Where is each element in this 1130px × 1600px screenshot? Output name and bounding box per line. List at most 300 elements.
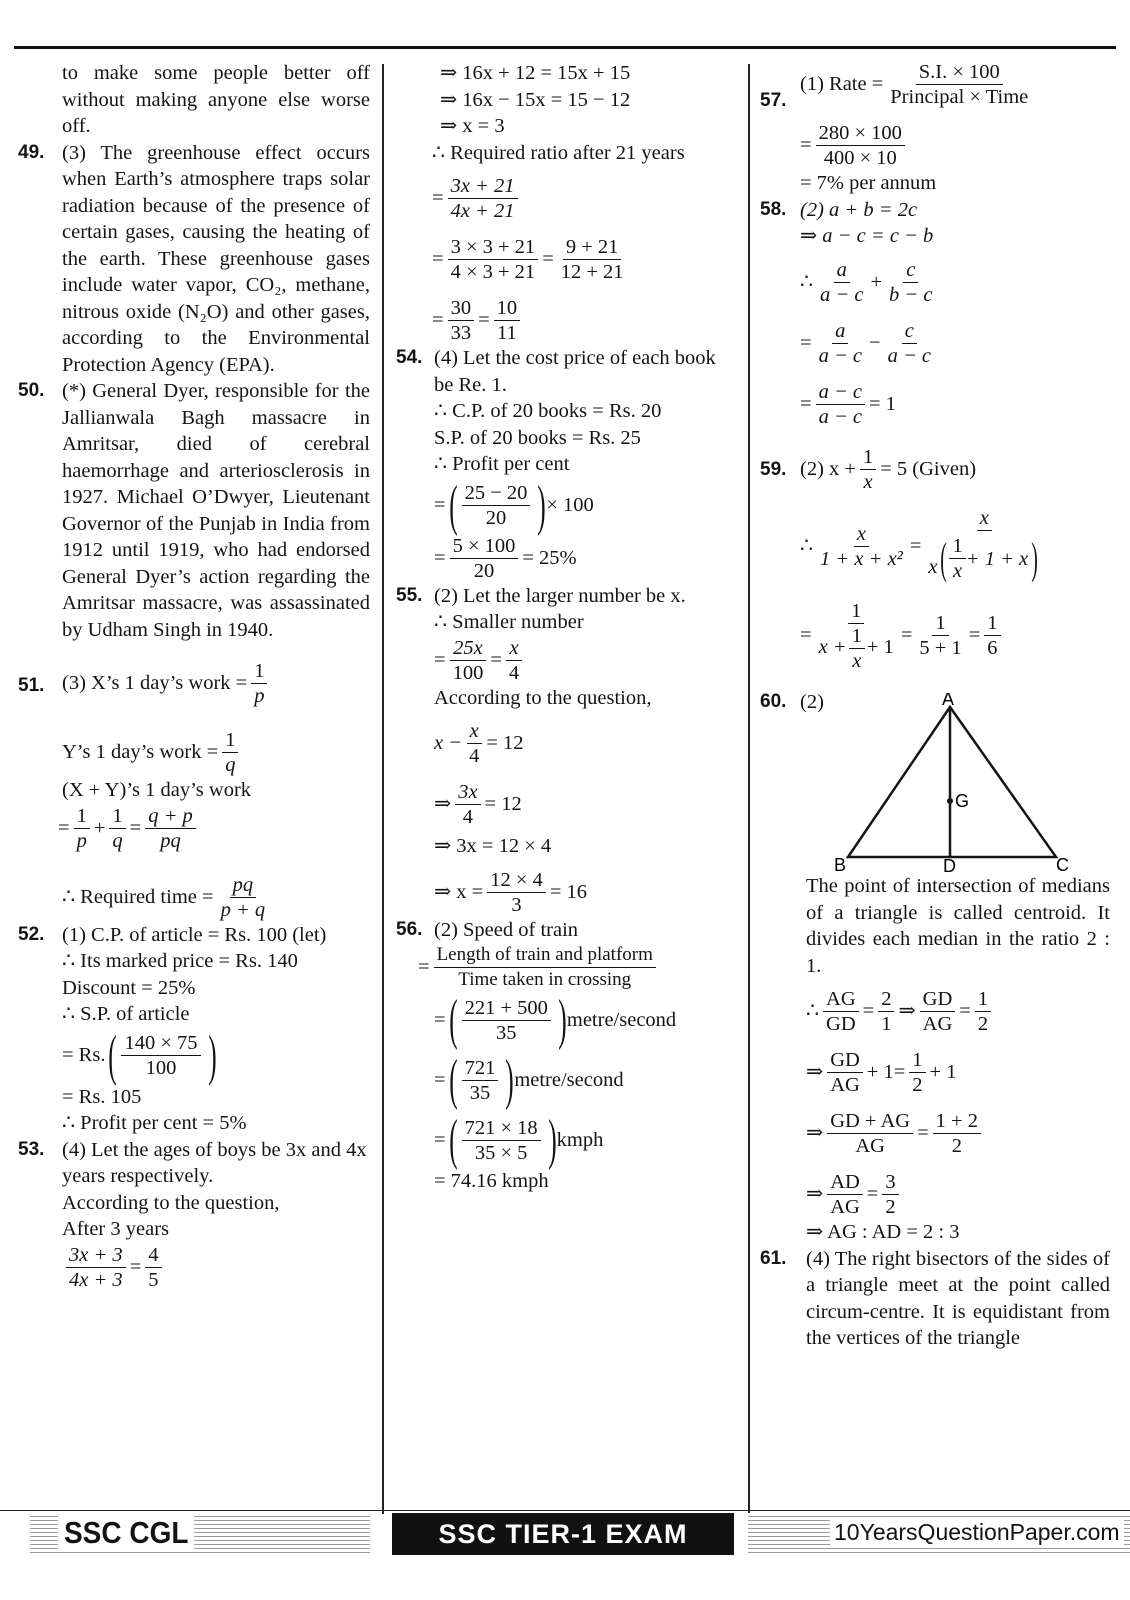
numerator: 1 [984, 611, 1000, 636]
numerator: 1 [848, 599, 864, 624]
eq-row [432, 235, 738, 284]
numerator: 1 [860, 445, 876, 470]
fraction [933, 1109, 981, 1158]
eq-row [800, 506, 1110, 587]
text: (4) Let the cost price of each book be Re. 1. [434, 347, 716, 396]
text: According to the question, [434, 686, 652, 709]
text: = [432, 309, 444, 332]
denominator: 100 [452, 661, 484, 684]
vertex-b-label: B [834, 855, 847, 873]
denominator: 20 [485, 507, 507, 529]
eq-row [800, 319, 1110, 368]
denominator: x [852, 649, 862, 672]
denominator: 4x + 3 [69, 1268, 123, 1291]
eq-row [434, 989, 738, 1051]
numerator: 721 × 18 [462, 1116, 541, 1141]
answer-54 [396, 345, 738, 583]
text: = Rs. 105 [62, 1085, 142, 1108]
eq-row [800, 121, 1110, 170]
denominator: x ( $\frac{1}{x}$ + 1 + x ) [928, 533, 1039, 583]
denominator: q [225, 754, 236, 776]
parenthesized: ( $\frac{721}{35}$ ) [448, 1049, 515, 1111]
text: = [58, 816, 70, 839]
numerator: AD [827, 1170, 863, 1195]
answer-text: (3) The greenhouse effect occurs when Earth’s atmosphere traps solar radiation because of the presence of certain gases, causing the heating of the earth. These greenhouse gases include water vapor, CO₂, methane, nitrous oxide (N₂O) and other gases, according to the Environmental Protection Agency (EPA). [62, 141, 370, 376]
text: = [968, 624, 981, 647]
denominator: p + q [220, 898, 266, 921]
denominator: a − c [818, 405, 862, 428]
question-number: 49. [18, 141, 45, 163]
answer-53 [18, 1137, 370, 1292]
eq-row [800, 60, 1110, 109]
text: ∴ Its marked price = Rs. 140 [62, 950, 298, 972]
text: = 16 [549, 880, 587, 903]
text: = [800, 331, 812, 354]
fraction [827, 1170, 863, 1219]
exam-name: SSC CGL [58, 1515, 194, 1550]
footer-center: SSC TIER-1 EXAM [392, 1513, 734, 1555]
numerator: 3 [882, 1170, 898, 1195]
fraction [466, 719, 482, 768]
numerator: 1 [109, 804, 125, 829]
numerator: 10 [494, 296, 521, 321]
question-number: 54. [396, 347, 423, 368]
text: = 74.16 kmph [434, 1170, 549, 1192]
answer-50 [18, 378, 370, 643]
answer-60 [760, 689, 1110, 874]
fraction [66, 1243, 126, 1292]
eq-row [800, 445, 1110, 494]
text: = [129, 816, 142, 839]
column-divider [382, 64, 384, 1514]
column-middle [396, 60, 738, 1195]
fraction [909, 1048, 925, 1097]
fraction [450, 636, 487, 685]
denominator: GD [826, 1013, 856, 1035]
fraction [916, 611, 964, 660]
fraction [882, 1170, 898, 1219]
eq-row [432, 174, 738, 223]
text: ∴ Profit per cent = 5% [62, 1112, 247, 1134]
numerator: 3x + 21 [448, 174, 518, 199]
text: = [434, 546, 446, 569]
denominator: 5 [148, 1268, 159, 1291]
sp-calc [62, 1024, 370, 1087]
fraction [448, 296, 475, 345]
answer-57 [760, 60, 1110, 197]
text: ∴ [800, 534, 814, 557]
text: (3) X’s 1 day’s work = [62, 672, 248, 695]
numerator: 280 × 100 [816, 121, 905, 146]
text: + 1 [866, 635, 894, 658]
centroid-point [947, 798, 953, 804]
answer-52 [18, 922, 370, 1137]
text: + 1 + x [965, 547, 1029, 570]
numerator: 1 [251, 659, 267, 684]
denominator: AG [855, 1135, 885, 1157]
numerator: a [832, 319, 848, 344]
text: ⇒ [806, 1061, 824, 1084]
fraction [816, 380, 865, 429]
fraction [487, 868, 546, 917]
denominator: 35 [469, 1081, 491, 1104]
text: = [917, 1122, 929, 1145]
triangle-abc [848, 707, 1056, 857]
denominator: 4x + 21 [450, 200, 515, 222]
numerator: x [977, 506, 992, 531]
y-work [62, 728, 370, 777]
text: = [432, 187, 444, 210]
fraction [434, 943, 656, 992]
text: x [928, 555, 938, 578]
answer-61 [760, 1246, 1110, 1352]
numerator: 30 [448, 296, 475, 321]
vertex-c-label: C [1056, 855, 1069, 873]
text: kmph [556, 1128, 604, 1151]
denominator: 1 + x + x² [820, 547, 903, 570]
denominator: p [76, 829, 87, 852]
denominator: q [112, 829, 123, 852]
text: ⇒ x = 3 [440, 115, 505, 137]
fraction [827, 1048, 863, 1097]
fraction [251, 659, 267, 708]
eq-row [418, 943, 738, 992]
answer-55 [396, 583, 738, 917]
text: × 100 [546, 494, 594, 517]
numerator: 12 × 4 [487, 868, 546, 893]
numerator: 1 [222, 728, 238, 753]
eq-row [434, 868, 738, 917]
text: ⇒ x = [434, 880, 484, 903]
denominator: 6 [987, 637, 998, 659]
fraction [984, 611, 1000, 660]
text: = Rs. [62, 1044, 106, 1067]
text: = [900, 624, 913, 647]
answer-49 [18, 140, 370, 379]
text: Y’s 1 day’s work = [62, 741, 219, 764]
numerator: 4 [145, 1243, 161, 1268]
numerator: q + p [145, 804, 196, 829]
text: According to the question, [62, 1191, 280, 1214]
text: The point of intersection of medians of a triangle is called centroid. It divides each median in the ratio 2 : 1. [806, 875, 1110, 977]
numerator: GD [827, 1048, 863, 1073]
age-ratio [62, 1243, 370, 1292]
text: After 3 years [62, 1218, 170, 1240]
denominator: a − c [820, 283, 864, 306]
text: = 5 (Given) [880, 457, 977, 480]
fraction [816, 121, 905, 170]
question-number: 55. [396, 584, 423, 606]
numerator: 25x [450, 636, 486, 661]
text: + 1 [929, 1061, 957, 1084]
eq-row [806, 987, 1110, 1036]
text: = 12 [484, 793, 522, 816]
fraction [218, 873, 269, 922]
denominator: pq [160, 829, 181, 852]
question-number: 60. [760, 690, 787, 712]
numerator: x [506, 636, 521, 661]
text: S.P. of 20 books = Rs. 25 [434, 426, 641, 449]
text: = [434, 648, 446, 671]
answer-text: (4) The right bisectors of the sides of a triangle meet at the point called circum-centre. It is equidistant from the vertices of the triangle [806, 1247, 1110, 1349]
denominator: 20 [473, 559, 495, 582]
text: ⇒ 3x = 12 × 4 [434, 835, 552, 857]
text: = [434, 1128, 446, 1151]
numerator: S.I. × 100 [916, 60, 1003, 85]
denominator: x [863, 470, 873, 493]
fraction [448, 174, 518, 223]
denominator: a − c [818, 344, 862, 367]
fraction [448, 235, 539, 284]
fraction [558, 235, 627, 284]
denominator: AG [830, 1074, 860, 1096]
eq-row [432, 296, 738, 345]
numerator: a [834, 258, 850, 283]
numerator: a − c [816, 380, 865, 405]
text: ⇒ a − c = c − b [800, 225, 934, 247]
text: = [478, 309, 490, 332]
text: metre/second [566, 1008, 677, 1031]
eq-row [806, 1048, 1110, 1097]
continued-53 [396, 60, 738, 140]
text: ∴ [806, 1000, 820, 1023]
fraction [885, 319, 934, 368]
point-d-label: D [943, 856, 956, 873]
numerator: 1 [74, 804, 90, 829]
denominator: 100 [145, 1057, 177, 1079]
answer-56 [396, 917, 738, 1195]
text: (2) Speed of train [434, 918, 579, 941]
eq-row [434, 719, 738, 768]
text: (X + Y)’s 1 day’s work [62, 779, 252, 801]
question-number: 52. [18, 923, 45, 945]
text: (2) x + [800, 457, 856, 480]
fraction [455, 780, 480, 829]
numerator: 9 + 21 [563, 235, 622, 260]
question-number: 57. [760, 90, 787, 111]
denominator: b − c [889, 283, 933, 306]
text: ∴ Profit per cent [434, 453, 570, 475]
text: = [800, 134, 812, 157]
text: ∴ S.P. of article [62, 1003, 190, 1025]
fraction [817, 522, 906, 571]
denominator: x [953, 560, 963, 582]
denominator: 4 [508, 661, 520, 684]
website-link[interactable]: 10YearsQuestionPaper.com [830, 1519, 1124, 1546]
denominator: Time taken in crossing [458, 969, 632, 990]
numerator: 721 [462, 1056, 499, 1081]
denominator: 2 [951, 1135, 962, 1157]
fraction [975, 987, 991, 1036]
text: ⇒ [806, 1122, 824, 1145]
denominator: 400 × 10 [823, 147, 897, 169]
required-ratio [396, 140, 738, 346]
eq-row [806, 1109, 1110, 1158]
fraction [920, 987, 956, 1036]
eq-row [806, 1170, 1110, 1219]
question-number: 61. [760, 1247, 787, 1269]
numerator: x [467, 719, 482, 744]
denominator: p [254, 685, 265, 707]
text: metre/second [514, 1068, 624, 1091]
text: ∴ [800, 270, 814, 293]
eq-row [434, 636, 738, 685]
denominator [816, 624, 897, 673]
denominator: 4 [462, 806, 473, 828]
denominator: 33 [450, 322, 472, 344]
text: = 1 [869, 392, 896, 415]
numerator: 1 [849, 624, 865, 649]
text: + [870, 270, 883, 293]
parenthesized: ( $\frac{721 \times 18}{35 \times 5}$ ) [448, 1109, 557, 1171]
numerator: 1 + 2 [933, 1109, 981, 1134]
text: + [93, 816, 106, 839]
numerator: AG [823, 987, 859, 1012]
fraction [886, 258, 935, 307]
page-footer [0, 1510, 1130, 1557]
parenthesized: ( $\frac{25 - 20}{20}$ ) [448, 474, 547, 537]
numerator: 3x [455, 780, 480, 805]
text: = [490, 648, 502, 671]
denominator: 4 [469, 745, 480, 767]
text: = [800, 624, 812, 647]
fraction [145, 804, 196, 853]
question-number: 53. [18, 1138, 45, 1160]
fraction [823, 987, 859, 1036]
text: = [542, 248, 554, 271]
numerator: 25 − 20 [462, 481, 531, 506]
question-number: 50. [18, 380, 45, 401]
numerator: 221 + 500 [462, 996, 551, 1021]
text: ∴ Required time = [62, 885, 214, 908]
numerator: Length of train and platform [434, 943, 656, 968]
text: ∴ Required ratio after 21 years [432, 141, 685, 164]
triangle-diagram [800, 693, 1100, 873]
numerator: GD + AG [827, 1109, 913, 1134]
text: = [434, 1008, 446, 1031]
text: = 25% [522, 546, 577, 569]
vertex-a-label: A [942, 693, 955, 709]
fraction [878, 987, 894, 1036]
text: (1) Rate = [800, 73, 884, 96]
text: ⇒ [898, 1000, 916, 1023]
text: = [909, 534, 922, 557]
numerator: c [902, 319, 917, 344]
column-right [760, 60, 1110, 1352]
answer-60-body [760, 873, 1110, 1246]
eq-row [800, 258, 1110, 307]
fraction [506, 636, 522, 685]
text: = [432, 248, 444, 271]
text: Discount = 25% [62, 976, 196, 999]
xy-work [58, 804, 370, 853]
text: ∴ Smaller number [434, 611, 584, 633]
denominator: 3 [511, 893, 522, 916]
text: = [129, 1255, 142, 1278]
fraction [887, 60, 1031, 109]
text: (1) C.P. of article = Rs. 100 (let) [62, 923, 327, 946]
text: ⇒ AG : AD = 2 : 3 [806, 1221, 960, 1243]
text: = [434, 494, 446, 517]
fraction [816, 599, 897, 673]
question-number: 58. [760, 198, 787, 220]
answer-text: (*) General Dyer, responsible for the Jallianwala Bagh massacre in Amritsar, died of cerebral haemorrhage and arteriosclerosis in 1927. Michael O’Dwyer, Lieutenant Governor of the Punjab in India from 1912 until 1919, who had endorsed General Dyer’s action regarding the Amritsar massacre, was assassinated by Udham Singh in 1940. [62, 380, 370, 641]
text: = [893, 1061, 906, 1084]
fraction [860, 445, 876, 494]
denominator: a − c [887, 344, 931, 367]
required-time [62, 873, 370, 922]
denominator: 12 + 21 [560, 261, 624, 283]
text: x − [434, 732, 463, 755]
denominator: 1 [881, 1013, 892, 1035]
numerator: 1 [949, 534, 965, 559]
text: (4) Let the ages of boys be 3x and 4x years respectively. [62, 1138, 367, 1187]
fraction [817, 258, 866, 307]
column-divider [748, 64, 750, 1514]
denominator: Principal × Time [890, 86, 1029, 108]
text: = 12 [486, 732, 524, 755]
denominator: 35 [495, 1021, 517, 1044]
text: = [959, 1000, 971, 1023]
fraction [450, 534, 519, 583]
text: = [800, 392, 812, 415]
eq-row [434, 534, 738, 583]
numerator: 1 [932, 611, 948, 636]
denominator: AG [922, 1013, 953, 1035]
text: = [866, 1183, 879, 1206]
numerator: 5 × 100 [450, 534, 519, 559]
text: + 1 [866, 1061, 894, 1084]
fraction [494, 296, 521, 345]
text: (2) a + b = 2c [800, 198, 918, 221]
fraction [145, 1243, 161, 1292]
numerator: c [903, 258, 918, 283]
numerator: 1 [909, 1048, 925, 1073]
answer-48-continued: to make some people better off without making anyone else worse off. [62, 62, 370, 137]
answer-58 [760, 197, 1110, 429]
parenthesized: ( $\frac{221 + 500}{35}$ ) [448, 989, 567, 1051]
denominator: 5 + 1 [919, 637, 962, 659]
text: = 7% per annum [800, 172, 937, 194]
text: = [862, 1000, 875, 1023]
numerator: 3 × 3 + 21 [448, 235, 539, 260]
parenthesized: ( $\frac{140 \times 75}{100}$ ) [108, 1024, 217, 1087]
footer-right [748, 1513, 1130, 1555]
numerator: 1 [975, 987, 991, 1012]
fraction [827, 1109, 913, 1158]
denominator: AG [830, 1196, 860, 1218]
answer-51 [18, 659, 370, 922]
denominator: 2 [912, 1074, 923, 1096]
eq-row [800, 380, 1110, 429]
question-number: 59. [760, 458, 787, 480]
text: (2) Let the larger number be x. [434, 584, 686, 607]
column-left [18, 60, 370, 1292]
point-g-label: G [955, 791, 970, 811]
numerator: 2 [878, 987, 894, 1012]
eq-row [434, 780, 738, 829]
text: ⇒ [806, 1183, 824, 1206]
text: (2) [800, 690, 824, 713]
top-rule [14, 46, 1116, 49]
denominator: 2 [977, 1013, 989, 1035]
eq-row [434, 1049, 738, 1111]
text: − [869, 331, 881, 354]
text: ⇒ [434, 793, 452, 816]
numerator: pq [230, 873, 257, 898]
question-number: 56. [396, 918, 423, 940]
fraction [925, 506, 1043, 587]
